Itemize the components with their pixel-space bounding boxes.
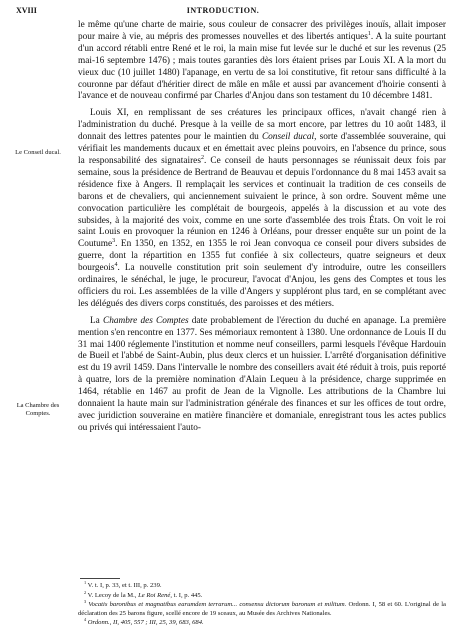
page-folio: XVIII (16, 6, 37, 15)
footnote-3: $^3$ Vocatis baronibus et magnatibus earumdem terrarum... consensu dictorum baronum et militum. Ordonn. I, 58 et 60. L'original de la déclaration des 25 barons figure, scellé encore de 19 sceaux, au Musée des Archives Nationales. (78, 599, 446, 617)
paragraph-continuation: le même qu'une charte de mairie, sous couleur de consacrer des privilèges inouïs, allait imposer pour maire à vie, au mépris des promesses nouvelles et des libertés antiques$^1$. A la suite pourtant d'un accord rétabli entre René et le roi, la main mise fut levée sur le duché et sur les revenus (25 mai-16 septembre 1476) ; mais toutes garanties dès lors étaient prises par Louis XI. A la mort du vieux duc (10 juillet 1480) l'apanage, en vertu de sa loi constitutive, fit retour sans difficulté à la couronne par défaut d'héritier direct de mâle en mâle et aussi par avancement d'hoirie consenti à l'avance et de nouveau confirmé par Charles d'Anjou dans son testament du 10 décembre 1481. (78, 20, 447, 102)
footnote-4: $^4$ Ordonn., II, 405, 557 ; III, 25, 39, 683, 684. (84, 617, 204, 627)
running-header (16, 6, 430, 18)
footnote-ref: 4 (114, 262, 118, 269)
footnote-2: $^2$ V. Lecoy de la M., Le Roi René, t. I, p. 445. (84, 589, 203, 599)
emphasis-conseil-ducal: Conseil ducal (261, 132, 315, 143)
footnotes (78, 579, 446, 629)
paragraph-chambre-des-comptes: La Chambre des Comptes date probablement de l'érection du duché en apanage. La première mention s'en rencontre en 1377. Ses mémoriaux remontent à 1380. Une ordonnance de Louis II du 31 mai 1400 réglemente l'institution et nomme neuf conseillers, parmi lesquels l'évêque Hardouin de Bueil et l'abbé de Saint-Aubin, plus deux clercs et un huissier. L'arrêté d'organisation définitive est du 19 avril 1459. Dans l'intervalle le nombre des conseillers avait été réduit à trois, puis reporté à quatre, lors de la première nomination d'Alain Lequeu à la présidence, charge supprimée en 1464, rétablie en 1467 au profit de Jean de la Vignolle. Les attributions de la Chambre lui donnaient la haute main sur l'administration générale des finances et sur les offices de tout ordre, avec juridiction souveraine en matière financière et domaniale, enregistrant tous les actes publics ou privés qui intéressaient l'auto- (78, 315, 446, 433)
margin-note-conseil: Le Conseil ducal. (15, 149, 61, 156)
footnote-1: $^1$ V. t. I, p. 33, et t. III, p. 239. (84, 579, 162, 589)
paragraph-conseil-ducal: Louis XI, en remplissant de ses créatures les principaux offices, n'avait changé rien à l'administration du duché. Presque à la veille de sa mort encore, par lettres du 10 août 1483, il donnait des lettres patentes pour le maintien du Conseil ducal, sorte d'assemblée souveraine, qui vérifiait les mandements ducaux et en émettait avec pleins pouvoirs, en l'absence du prince, sous la responsabilité des signataires$^2$. Ce conseil de hauts personnages se réunissait deux fois par semaine, sous la présidence de Bertrand de Beauvau et depuis l'ordonnance du 8 mai 1453 avait sa résidence fixe à Angers. Il remplaçait les services et continuait la tradition de ces conseils de barons et de chevaliers, qui anciennement suivaient le prince, à son ordre. Souvent même une convocation particulière les complétait de bourgeois, appelés à la discussion et au vote des subsides, à la majorité des voix, comme en une sorte d'assemblée des trois États. On voit le roi saint Louis en provoquer la réunion en 1246 à Orléans, pour dresser enquête sur un point de la Coutume$^3$. En 1350, en 1352, en 1355 le roi Jean convoqua ce conseil pour divers subsides de guerre, dont la répartition en 1355 fut confiée à six collecteurs, quatre seigneurs et deux bourgeois$^4$. La nouvelle constitution prit soin seulement d'y introduire, outre les conseillers ordinaires, le sénéchal, le juge, le procureur, l'avocat d'Anjou, les gens des Comptes et tous les officiers du roi. Les assemblées de la ville d'Angers y suppléront plus tard, en se complétant avec les délégués des divers corps constitués, des paroisses et des métiers. (78, 108, 447, 309)
footnote-ref: 1 (367, 30, 371, 37)
footnote-ref: 2 (200, 154, 204, 161)
footnote-ref: 3 (112, 238, 116, 245)
running-title: INTRODUCTION. (186, 6, 260, 15)
emphasis-chambre-des-comptes: Chambre des Comptes (103, 315, 189, 326)
margin-note-chambre: La Chambre des Comptes. (16, 402, 60, 417)
body-text (78, 20, 446, 435)
